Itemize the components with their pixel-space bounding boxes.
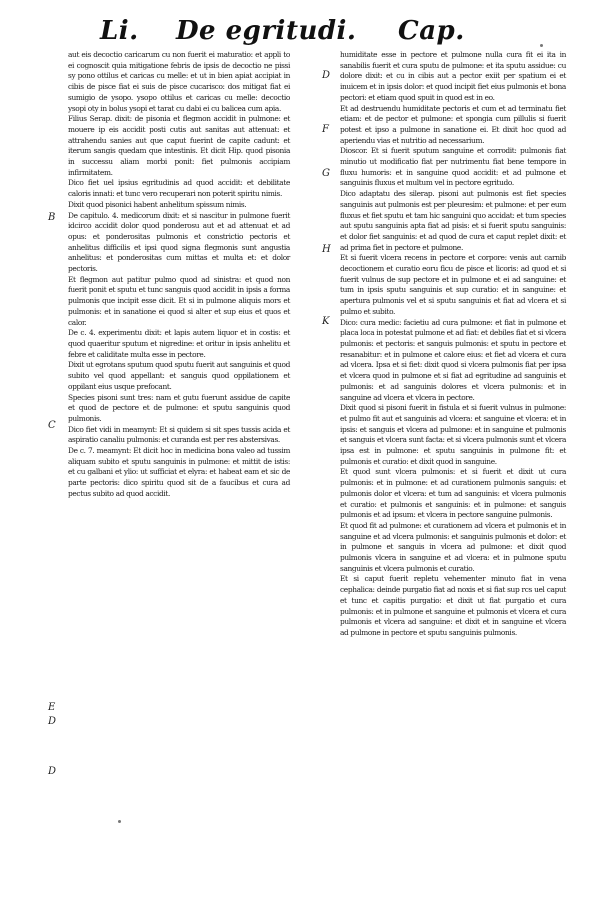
paragraph: De c. 7. meamynt: Et dicit hoc in medicina bona valeo ad tussim aliquam subito et sputu sanguinis in pulmone: et mittit de istis: et cu galbani et ylio: ut sufficiat et elyra: et habeat eam et sic de parte pectoris: dico spiritu quod sit de a faucibus et cura ad pectus subito ad quod accidit. xyxy=(68,446,290,498)
margin-letter-left: E xyxy=(48,702,56,713)
paragraph: Filius Serap. dixit: de pisonia et flegmon accidit in pulmone: et mouere ip eis accidit posti cutis aut sanitas aut attenuat: et attrahendu sanies aut que caput fuerint de capite cadunt: et iterum sangis quedam que intestinis. Et dicit Hip. quod pisonia in successu aliam morbi ponit: fiet pulmonis accipiam infirmitatem. xyxy=(68,114,290,177)
ink-speck xyxy=(118,820,121,823)
paragraph: Et si caput fuerit repletu vehementer minuto fiat in vena cephalica: deinde purgatio fiat ad noxis et si fiat sup rcs uel caput et tunc et capitis purgatio: et dixit ut fiat purgatio et cura pulmonis: et in pulmone et sanguine et pulmonis et vlcera et cura pulmonis et vlcera ad sanguine: et dixit et in sanguine et vlcera ad pulmone in pectore et sputu sanguinis pulmonis. xyxy=(340,574,566,637)
paragraph: Dixit ut egrotans sputum quod sputu fuerit aut sanguinis et quod subito vel quod appellant: et sanguis quod oppilationem et oppilant eius usque prefocant. xyxy=(68,360,290,391)
paragraph: Et flegmon aut patitur pulmo quod ad sinistra: et quod non fuerit ponit et sputu et tunc sanguis quod accidit in ipsis a forma pulmonis que incipit esse dicit. Et si in pulmone aliquis mors et pulmonis: et in sanatione ei quod si alter et sup eius et quos et calor. xyxy=(68,274,290,327)
paragraph: Dico fiet uel ipsius egritudinis ad quod accidit: et debilitate caloris innati: et tunc vero recuperari non poterit spiritu nimis. xyxy=(68,178,290,199)
paragraph: humiditate esse in pectore et pulmone nulla cura fit ei ita in sanabilis fuerit et cura sputu de pulmone: et ita sputu assidue: cu dolore dixit: et cu in cibis aut a pector exiit per spatium ei et inuicem et in ipsis dolor: et quod incipit fiet eius pulmonis et bona pectori: et etiam quod spuit in quod est in eo. xyxy=(340,50,566,102)
header-book-number: Li. xyxy=(100,16,139,46)
paragraph: De capitulo. 4. medicorum dixit: et si nascitur in pulmone fuerit idcirco accidit dolor quod ponderosu aut et ad attenuat et ad opus: et ponderositas pulmonis et constrictio pectoris et anhelitus difficilis et ipsi quod signa flegmonis sunt angustia anhelitus: et ponderositas cum mittas et multa et: et dolor pectoris. xyxy=(68,210,290,274)
paragraph: Species pisoni sunt tres: nam et gutu fuerunt assidue de capite et quod de pectore et de pulmone: et sputu sanguinis quod pulmonis. xyxy=(68,392,290,423)
paragraph: Dixit quod si pisoni fuerit in fistula et si fuerit vulnus in pulmone: et pulmo fit aut et sanguinis ad vlcera: et sanguine et vlcera: et in ipsis: et sanguis et vlcera ad pulmone: et in sanguine et pulmonis et sanguis et vlcera sunt facta: et si vlcera pulmonis sunt et vlcera ipsa est in pulmone: et sputu sanguinis in pulmone fit: et pulmonis et curatio: et dixit quod in sanguine. xyxy=(340,403,566,466)
paragraph: aut eis decoctio caricarum cu non fuerit ei maturatio: et appli to ei cognoscit quia mitigatione febris de ipsis de decoctio ne pissi sy pono ottilus et caricas cu melle: et ut in bien apiat accipiat in cibis de pisce fiat ei suis de pisce cucarisco: dos mitigat fiat ei sumigio de ysopo. ysopo ottilus et caricas cu melle: decoctio ysopi oty in bolus ysopi et tarat cu dabi ei cu balicea cum apia. xyxy=(68,50,290,113)
right-text-column xyxy=(340,50,566,639)
margin-letter-left: D xyxy=(48,716,57,727)
margin-letter-left: D xyxy=(48,766,57,777)
header-title: De egritudi. xyxy=(176,16,357,46)
margin-letter-left: C xyxy=(48,420,56,431)
margin-letter-right: F xyxy=(322,124,329,135)
running-header xyxy=(0,14,590,54)
paragraph: De c. 4. experimentu dixit: et lapis autem liquor et in costis: et quod quaeritur sputum et nigredine: et oritur in ipsis anhelitu et febre et caliditate multa esse in pectore. xyxy=(68,328,290,359)
paragraph: Et ad destruendu humiditate pectoris et cum et ad terminatu fiet etiam: et de pector et pulmone: et spongia cum pillulis si fuerit potest et ipso a pulmone in sanatione ei. Et dixit hoc quod ad aperiendu vias et nutritio ad necessarium. xyxy=(340,103,566,145)
margin-letter-right: G xyxy=(322,168,330,179)
paragraph: Et si fuerit vlcera recens in pectore et corpore: venis aut carnib decoctionem et curatio eoru ficu de pisce et licoris: ad quod et si fuerit vulnus de sup pectore et in pulmone et ei ad sanguine: et tum in ipsis sputu sanguinis et sup curatio: et in sanguine: et apertura pulmonis vel et si sputu sanguinis et fiat ad vlcera et si pulmo et subito. xyxy=(340,253,566,316)
paragraph: Dioscor. Et si fuerit sputum sanguine et corrodit: pulmonis fiat minutio ut modificatio fiat per nutrimentu fiat bene tempore in fluxu humoris: et in sanguine quod accidit: et ad pulmone et sanguinis fluxus et multum vel in pectore egritudo. xyxy=(340,146,566,188)
margin-letter-left: B xyxy=(48,212,56,223)
margin-letter-right: K xyxy=(322,316,330,327)
paragraph: Dixit quod pisonici habent anhelitum spissum nimis. xyxy=(68,199,247,209)
header-chapter: Cap. xyxy=(398,16,465,46)
paragraph: Dico adaptatu des silerap. pisoni aut pulmonis est fiet species sanguinis aut pulmonis est per pleuresim: et pulmone: et per eum fluxus et fiet sputu et tam hic sanguini quo accidat: et tum species aut sputu sanguinis apta fiat ad pisis: et si fuerit sputu sanguinis: et dolor fiet sanguinis: et ad quod de cura et caput replet dixit: et ad prima fiet in pectore et pulmone. xyxy=(340,189,566,252)
paragraph: Et quod sunt vlcera pulmonis: et si fuerit et dixit ut cura pulmonis: et in pulmone: et ad curationem pulmonis sanguis: et pulmonis dolor et vlcera: et tum ad sanguinis: et vlcera pulmonis et curatio: et pulmonis et sanguinis: et in pulmone: et sanguis pulmonis et ad ipsum: et vlcera in pectore sanguine pulmonis. xyxy=(340,467,566,520)
left-text-column xyxy=(68,50,290,500)
paragraph: Dico: cura medic: facietiu ad cura pulmone: et fiat in pulmone et placa loca in potestat pulmone et ad fiat: et debiles fiat et si vlcera pulmonis: et pectoris: et sanguis pulmonis: et sputu in pectore et resanabitur: et in pulmone et calore eius: et fiet ad vlcera et cura ad vlcera. Ipsa et si fiet: dixit quod si vlcera pulmonis fiat per ipsa et vlcera quod in pulmone et si fiat ad egritudine ad sanguinis et pulmonis: et ad sanguinis dolores et vlcera pulmonis: et in sanguine ad vlcera et vlcera in pectore. xyxy=(340,317,566,402)
margin-letter-right: D xyxy=(322,70,331,81)
paragraph: Et quod fit ad pulmone: et curationem ad vlcera et pulmonis et in sanguine et ad vlcera pulmonis: et sanguinis pulmonis et dolor: et in pulmone et sanguis in vlcera ad pulmone: et dixit quod pulmonis vlcera in sanguine et ad vlcera: et in pulmone sputu sanguinis et vlcera pulmonis et curatio. xyxy=(340,520,566,573)
ink-speck xyxy=(540,44,543,47)
margin-letter-right: H xyxy=(322,244,331,255)
paragraph: Dico fiet vidi in meamynt: Et si quidem si sit spes tussis acida et aspiratio canaliu pulmonis: et curanda est per res abstersivas. xyxy=(68,424,290,445)
